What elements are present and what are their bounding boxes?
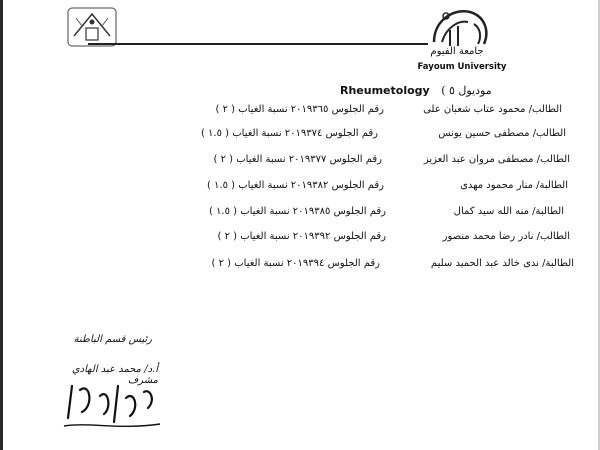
header-divider bbox=[88, 43, 428, 45]
student-row bbox=[150, 206, 564, 222]
student-row bbox=[150, 154, 570, 170]
handwritten-signature-icon bbox=[60, 378, 170, 438]
student-seat-absence: رقم الجلوس ٢٠١٩٣٨٥ نسبة الغياب ( ١.٥ ) bbox=[208, 206, 386, 217]
student-seat-absence: رقم الجلوس ٢٠١٩٣٧٤ نسبة الغياب ( ١.٥ ) bbox=[200, 128, 378, 139]
student-row bbox=[150, 231, 570, 247]
university-name-arabic: جامعة الفيوم bbox=[430, 46, 484, 57]
fayoum-university-emblem-icon bbox=[424, 2, 500, 50]
student-name: الطالب/ مصطفى مروان عبد العزيز bbox=[423, 154, 570, 165]
course-title bbox=[340, 84, 492, 97]
student-row bbox=[150, 180, 568, 196]
student-row bbox=[150, 128, 566, 144]
student-name: الطالبة/ ندى خالد عبد الحميد سليم bbox=[430, 258, 574, 269]
student-name: الطالبة/ منه الله سيد كمال bbox=[453, 206, 564, 217]
student-name: الطالبة/ منار محمود مهدى bbox=[460, 180, 568, 191]
student-name: الطالب/ محمود عتاب شعبان على bbox=[423, 104, 562, 115]
student-name: الطالب/ مصطفى حسين يونس bbox=[438, 128, 566, 139]
student-seat-absence: رقم الجلوس ٢٠١٩٣٩٤ نسبة الغياب ( ٢ ) bbox=[211, 258, 380, 269]
student-row bbox=[150, 104, 562, 120]
student-seat-absence: رقم الجلوس ٢٠١٩٣٩٢ نسبة الغياب ( ٢ ) bbox=[217, 231, 386, 242]
course-module-label: ( موديول ٥ bbox=[441, 84, 492, 97]
signatory-title: رئيس قسم الباطنة bbox=[73, 334, 152, 345]
student-row bbox=[150, 258, 574, 274]
signatory-name: أ.د/ محمد عبد الهادي مشرف bbox=[71, 364, 158, 386]
student-name: الطالب/ نادر رضا محمد منصور bbox=[442, 231, 570, 242]
course-name: Rheumetology bbox=[340, 84, 430, 97]
student-seat-absence: رقم الجلوس ٢٠١٩٣٨٢ نسبة الغياب ( ١.٥ ) bbox=[206, 180, 384, 191]
student-seat-absence: رقم الجلوس ٢٠١٩٣٧٧ نسبة الغياب ( ٢ ) bbox=[213, 154, 382, 165]
university-name-english: Fayoum University bbox=[417, 62, 507, 72]
page-left-border bbox=[0, 0, 3, 450]
student-seat-absence: رقم الجلوس ٢٠١٩٣٦٥ نسبة الغياب ( ٢ ) bbox=[215, 104, 384, 115]
